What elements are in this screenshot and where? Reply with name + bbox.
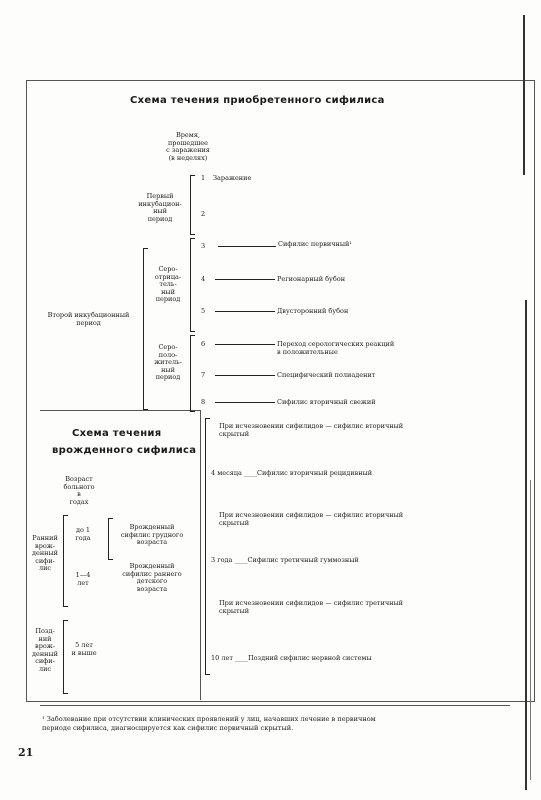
age-header: Возраст больного в годах bbox=[63, 475, 95, 506]
section-divider-vertical bbox=[200, 410, 201, 700]
stage-label: 10 лет ____Поздний сифилис нервной системы bbox=[211, 654, 372, 662]
stage-brace bbox=[205, 418, 210, 675]
stage-label: При исчезновении сифилидов — сифилис вторичный скрытый bbox=[219, 422, 404, 438]
congenital-title-line2: врожденного сифилиса bbox=[52, 445, 197, 456]
stage-label: 3 года ____Сифилис третичный гуммозный bbox=[211, 556, 359, 564]
early-congenital-label: Ранний врож- денный сифи- лис bbox=[31, 534, 59, 572]
first-period-brace bbox=[190, 175, 195, 235]
scan-edge-mark bbox=[523, 15, 525, 175]
seroneg-brace bbox=[190, 238, 195, 332]
week-number: 6 bbox=[201, 340, 206, 348]
event-label: Сифилис первичный¹ bbox=[278, 240, 352, 248]
footnote-rule bbox=[40, 705, 510, 706]
stage-label: При исчезновении сифилидов — сифилис третичный скрытый bbox=[219, 599, 403, 615]
week-number: 4 bbox=[201, 275, 206, 283]
section-divider bbox=[40, 410, 200, 411]
week-number: 2 bbox=[201, 210, 206, 218]
week-number: 5 bbox=[201, 307, 206, 315]
congenital-title-line1: Схема течения bbox=[72, 428, 162, 439]
time-header: Время, прошедшее с заражения (в неделях) bbox=[166, 131, 210, 162]
event-connector bbox=[215, 344, 275, 345]
event-connector bbox=[215, 311, 275, 312]
stage-label: 4 месяца ____Сифилис вторичный рецидивный bbox=[211, 469, 373, 477]
seropos-label: Серо- поло- житель- ный период bbox=[154, 343, 182, 381]
week-number: 7 bbox=[201, 371, 206, 379]
page-number: 21 bbox=[18, 746, 34, 759]
late-congenital-label: Позд- ний врож- денный сифи- лис bbox=[31, 627, 59, 673]
infant-brace bbox=[108, 518, 113, 560]
scan-edge-mark bbox=[525, 300, 527, 790]
late-congenital-brace bbox=[63, 620, 68, 694]
event-label: Двусторонний бубон bbox=[277, 307, 349, 315]
first-period-label: Первый инкубацион- ный период bbox=[138, 192, 182, 223]
event-connector bbox=[215, 375, 275, 376]
event-connector bbox=[218, 246, 276, 247]
week-number: 8 bbox=[201, 398, 206, 406]
infant-label: Врожденный сифилис грудного возраста bbox=[120, 523, 184, 546]
acquired-title: Схема течения приобретенного сифилиса bbox=[130, 95, 385, 106]
age-5-plus: 5 лет и выше bbox=[71, 641, 97, 657]
seroneg-label: Серо- отрица- тель- ный период bbox=[154, 265, 182, 303]
event-label: Заражение bbox=[213, 174, 252, 182]
week-number: 1 bbox=[201, 174, 206, 182]
week-number: 3 bbox=[201, 242, 206, 250]
second-period-label: Второй инкубационный период bbox=[47, 311, 130, 327]
event-connector bbox=[215, 402, 275, 403]
event-label: Регионарный бубон bbox=[277, 275, 346, 283]
seropos-brace bbox=[190, 335, 195, 412]
age-under-1: до 1 года bbox=[75, 526, 91, 542]
stage-label: При исчезновении сифилидов — сифилис вторичный скрытый bbox=[219, 511, 404, 527]
event-connector bbox=[215, 279, 275, 280]
event-label: Сифилис вторичный свежий bbox=[277, 398, 376, 406]
age-1-4: 1—4 лет bbox=[75, 571, 91, 587]
early-child-label: Врожденный сифилис раннего детского возраста bbox=[122, 562, 182, 593]
scan-edge-mark bbox=[530, 480, 531, 780]
event-label: Переход серологических реакций в положительные bbox=[277, 340, 395, 356]
footnote: ¹ Заболевание при отсутствии клинических проявлений у лиц, начавших лечение в первичном периоде сифилиса, диагносцируется как сифилис первичный скрытый. bbox=[42, 715, 376, 732]
event-label: Специфический полиаденит bbox=[277, 371, 376, 379]
